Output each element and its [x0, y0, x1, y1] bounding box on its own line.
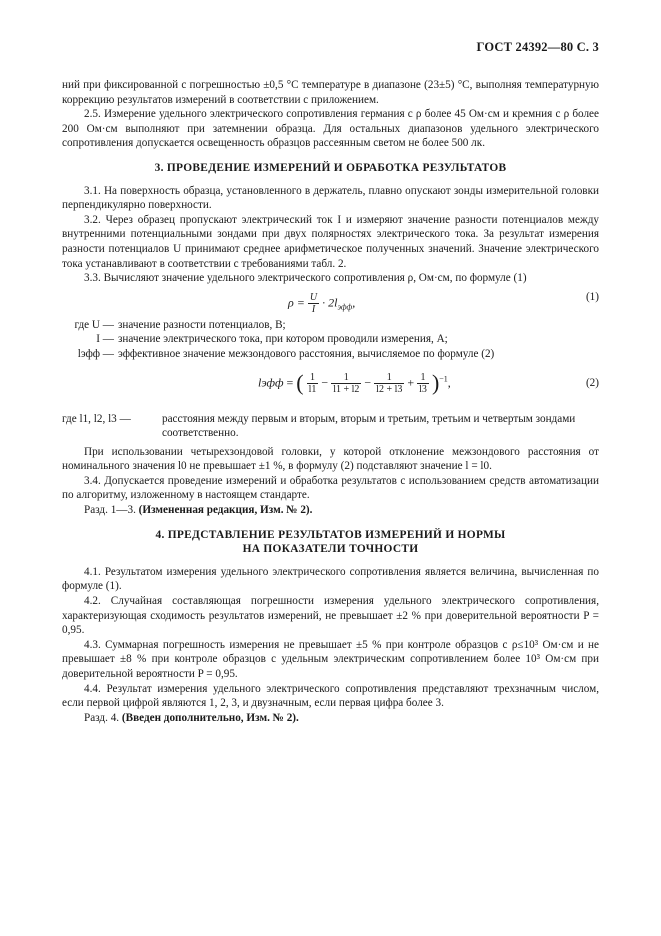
paragraph-3-1: 3.1. На поверхность образца, установленного в держатель, плавно опускают зонды измерительной головки перпендикулярно поверхности.: [62, 184, 599, 212]
formula-2-minus: −: [364, 374, 372, 389]
paragraph-3-4: 3.4. Допускается проведение измерений и обработка результатов с использованием средств автоматизации по алгоритму, изложенному в настоящем стандарте.: [62, 474, 599, 502]
paragraph-3-3: 3.3. Вычисляют значение удельного электрического сопротивления ρ, Ом·см, по формуле (1): [84, 272, 527, 285]
formula-2-frac-4-den: l3: [419, 383, 427, 395]
where-symbol: где U —: [74, 318, 114, 331]
paragraph-continued: ний при фиксированной с погрешностью ±0,5 °С температуре в диапазоне (23±5) °С, выполняя температурную коррекцию результатов измерений в соответствии с приложением.: [62, 79, 599, 106]
paragraph-4-2: 4.2. Случайная составляющая погрешности измерения удельного электрического сопротивления, характеризующая сходимость результатов измерений, не превышает ±2 % при доверительной вероятности P = 0,95.: [62, 595, 599, 637]
formula-2-frac-2: [331, 372, 361, 395]
amendment-note-1-bold: (Измененная редакция, Изм. № 2).: [138, 504, 313, 517]
formula-1-denominator: I: [311, 303, 316, 315]
where-symbol: lэфф —: [77, 347, 114, 360]
formula-2-tail: ,: [447, 374, 451, 389]
formula-2-plus: +: [407, 374, 415, 389]
where-row: [62, 347, 599, 362]
where-text: расстояния между первым и вторым, вторым и третьим, третьим и четвертым зондами соответственно.: [162, 412, 576, 440]
paragraph-3-2: 3.2. Через образец пропускают электрический ток I и измеряют значение разности потенциалов между внутренними потенциальными зондами при двух полярностях электрического тока. За результат измерения разности потенциалов U принимают среднее арифметическое полученных значений. Значение электрического тока устанавливают в соответствии с требованиями табл. 2.: [62, 213, 599, 270]
formula-2-frac-3: [374, 372, 404, 395]
formula-2-frac-2-num: 1: [331, 372, 361, 384]
formula-2-frac-2-den: l1 + l2: [333, 383, 360, 395]
where-row: [62, 332, 599, 347]
section-3-heading: 3. ПРОВЕДЕНИЕ ИЗМЕРЕНИЙ И ОБРАБОТКА РЕЗУЛЬТАТОВ: [154, 161, 507, 174]
formula-1-number: (1): [585, 290, 599, 303]
amendment-note-4: [62, 711, 599, 726]
formula-2-power: −1: [439, 373, 448, 383]
page-header: ГОСТ 24392—80 С. 3: [476, 40, 599, 54]
paragraph-4-1: 4.1. Результатом измерения удельного электрического сопротивления является величина, вычисленная по формуле (1).: [62, 565, 599, 593]
formula-1-fraction: [308, 292, 319, 315]
formula-2-number: (2): [585, 376, 599, 389]
formula-1-rho: ρ: [288, 294, 294, 309]
formula-2-frac-4: [417, 372, 429, 395]
formula-2-eq: =: [286, 374, 294, 389]
amendment-note-1: [62, 503, 599, 518]
formula-2-frac-1-num: 1: [307, 372, 319, 384]
formula-1-numerator: U: [309, 291, 318, 303]
formula-2-frac-3-den: l2 + l3: [376, 383, 403, 395]
formula-1-mult: · 2l: [322, 294, 338, 309]
paragraph-four-probe: При использовании четырехзондовой головки, у которой отклонение межзондового расстояния от номинального значения l0 не превышает ±1 %, в формулу (2) подставляют значение l = l0.: [62, 445, 599, 473]
formula-1: [62, 288, 599, 314]
formula-2-frac-3-num: 1: [374, 372, 404, 384]
where-text: эффективное значение межзондового расстояния, вычисляемое по формуле (2): [118, 347, 495, 360]
section-4-heading: [62, 528, 599, 557]
formula-2-minus: −: [321, 374, 329, 389]
where-row: [62, 318, 599, 333]
document-body: [62, 38, 599, 725]
formula-2-frac-1: [307, 372, 319, 395]
amendment-note-4-bold: (Введен дополнительно, Изм. № 2).: [121, 711, 299, 724]
formula-2-frac-4-num: 1: [417, 372, 429, 384]
paragraph-2-5: 2.5. Измерение удельного электрического сопротивления германия с ρ более 45 Ом·см и кремния с ρ более 200 Ом·см выполняют при затемнении образца. Для остальных диапазонов удельного электрического сопротивления допускается освещенность образцов рассеянным светом не более 500 лк.: [62, 108, 599, 150]
where-text: значение разности потенциалов, В;: [118, 318, 286, 331]
formula-1-eq: =: [296, 294, 305, 309]
formula-2-frac-1-den: l1: [308, 383, 317, 395]
paragraph-4-4: 4.4. Результат измерения удельного электрического сопротивления представляют трехзначным числом, если первой цифрой являются 1, 2, 3, и двузначным, если первая цифра более 3.: [62, 682, 599, 710]
where-symbol: I —: [96, 333, 114, 346]
where-row-distances: [62, 412, 599, 441]
section-4-heading-line-2: НА ПОКАЗАТЕЛИ ТОЧНОСТИ: [242, 543, 419, 556]
where-symbol: где l1, l2, l3 —: [62, 412, 131, 425]
amendment-note-1-prefix: Разд. 1—3.: [84, 504, 136, 517]
formula-2: lэфф = ( $\frac{1}{l1}$ − $\frac{1}{l1 + l2}$ − $\frac{1}{l2 + l3}$ + $\frac{1}{l3}$ )$^{-1}$, (2): [258, 369, 599, 395]
section-4-heading-line-1: 4. ПРЕДСТАВЛЕНИЕ РЕЗУЛЬТАТОВ ИЗМЕРЕНИЙ И НОРМЫ: [155, 528, 506, 541]
paragraph-4-3: 4.3. Суммарная погрешность измерения не превышает ±5 % при контроле образцов с ρ≤10³ Ом·см и не превышает ±8 % при контроле образцов с удельным электрическим сопротивлением более 10³ Ом·см при доверительной вероятности P = 0,95.: [62, 638, 599, 680]
formula-2-lhs: lэфф: [258, 374, 284, 389]
formula-1-sub: эфф: [337, 302, 353, 312]
amendment-note-4-prefix: Разд. 4.: [84, 711, 120, 724]
formula-1-tail: ,: [352, 294, 356, 309]
where-text: значение электрического тока, при котором проводили измерения, А;: [118, 333, 448, 346]
